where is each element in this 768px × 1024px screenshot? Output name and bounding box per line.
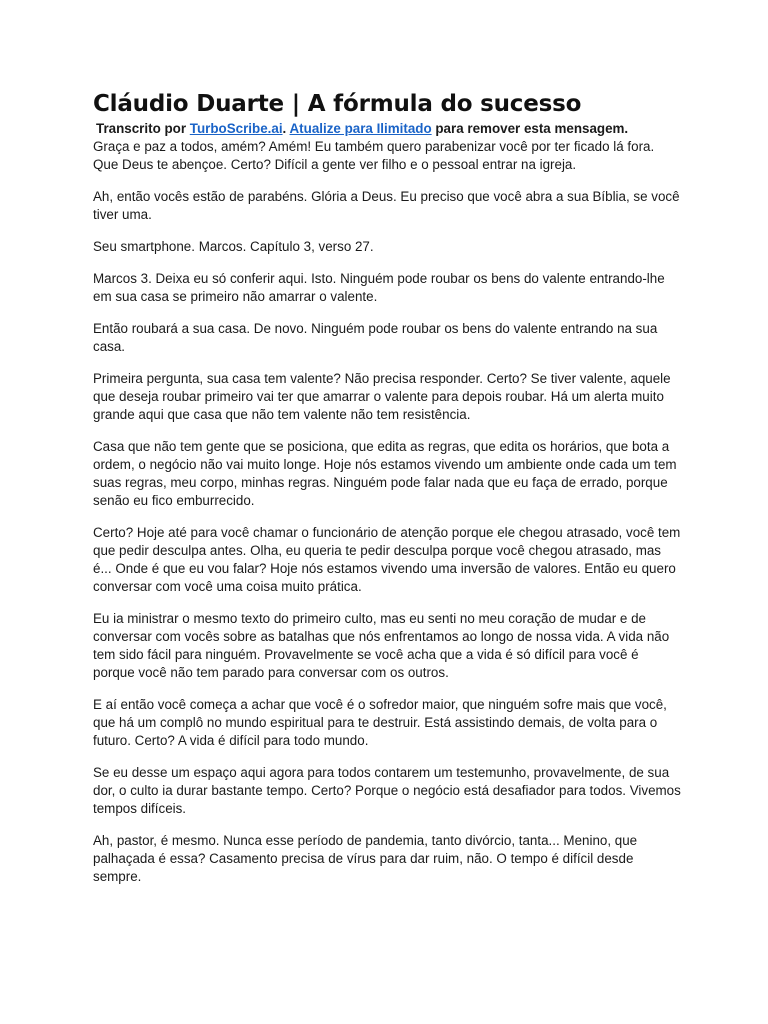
paragraph: Ah, então vocês estão de parabéns. Glória a Deus. Eu preciso que você abra a sua Bíblia, se você tiver uma. (93, 189, 680, 222)
paragraph: Então roubará a sua casa. De novo. Ninguém pode roubar os bens do valente entrando na sua casa. (93, 321, 658, 354)
paragraph: E aí então você começa a achar que você é o sofredor maior, que ninguém sofre mais que você, que há um complô no mundo espiritual para te destruir. Está assistindo demais, de volta para o futuro. Certo? A vida é difícil para todo mundo. (93, 697, 667, 748)
paragraph: Primeira pergunta, sua casa tem valente? Não precisa responder. Certo? Se tiver valente, aquele que deseja roubar primeiro vai ter que amarrar o valente para depois roubar. Há um alerta muito grande aqui que casa que não tem valente não tem resistência. (93, 371, 671, 422)
turboscribe-link[interactable]: TurboScribe.ai (189, 121, 283, 136)
document-body (93, 138, 683, 886)
paragraph: Se eu desse um espaço aqui agora para todos contarem um testemunho, provavelmente, de sua dor, o culto ia durar bastante tempo. Certo? Porque o negócio está desafiador para todos. Vivemos tempos difíceis. (93, 765, 681, 816)
paragraph: Eu ia ministrar o mesmo texto do primeiro culto, mas eu senti no meu coração de mudar e de conversar com vocês sobre as batalhas que nós enfrentamos ao longo de nossa vida. A vida não tem sido fácil para ninguém. Provavelmente se você acha que a vida é só difícil para você é porque você não tem parado para conversar com os outros. (93, 611, 670, 680)
document-page (93, 88, 683, 900)
paragraph: Graça e paz a todos, amém? Amém! Eu também quero parabenizar você por ter ficado lá fora. Que Deus te abençoe. Certo? Difícil a gente ver filho e o pessoal entrar na igreja. (93, 139, 655, 172)
paragraph: Seu smartphone. Marcos. Capítulo 3, verso 27. (93, 239, 374, 254)
banner-separator: . (282, 121, 287, 136)
paragraph: Ah, pastor, é mesmo. Nunca esse período de pandemia, tanto divórcio, tanta... Menino, que palhaçada é essa? Casamento precisa de vírus para dar ruim, não. O tempo é difícil desde sempre. (93, 833, 638, 884)
banner-prefix: Transcrito por (96, 121, 187, 136)
document-title: Cláudio Duarte | A fórmula do sucesso (93, 91, 582, 117)
paragraph: Casa que não tem gente que se posiciona, que edita as regras, que edita os horários, que bota a ordem, o negócio não vai muito longe. Hoje nós estamos vivendo um ambiente onde cada um tem suas regras, meu corpo, minhas regras. Ninguém pode falar nada que eu faça de errado, porque senão eu fico emburrecido. (93, 439, 677, 508)
banner-suffix: para remover esta mensagem. (435, 121, 629, 136)
paragraph: Certo? Hoje até para você chamar o funcionário de atenção porque ele chegou atrasado, você tem que pedir desculpa antes. Olha, eu queria te pedir desculpa porque você chegou atrasado, mas é... Onde é que eu vou falar? Hoje nós estamos vivendo uma inversão de valores. Então eu quero conversar com você uma coisa muito prática. (93, 525, 681, 594)
paragraph: Marcos 3. Deixa eu só conferir aqui. Isto. Ninguém pode roubar os bens do valente entrando-lhe em sua casa se primeiro não amarrar o valente. (93, 271, 665, 304)
upgrade-link[interactable]: Atualize para Ilimitado (289, 121, 432, 136)
transcription-banner (96, 120, 683, 138)
